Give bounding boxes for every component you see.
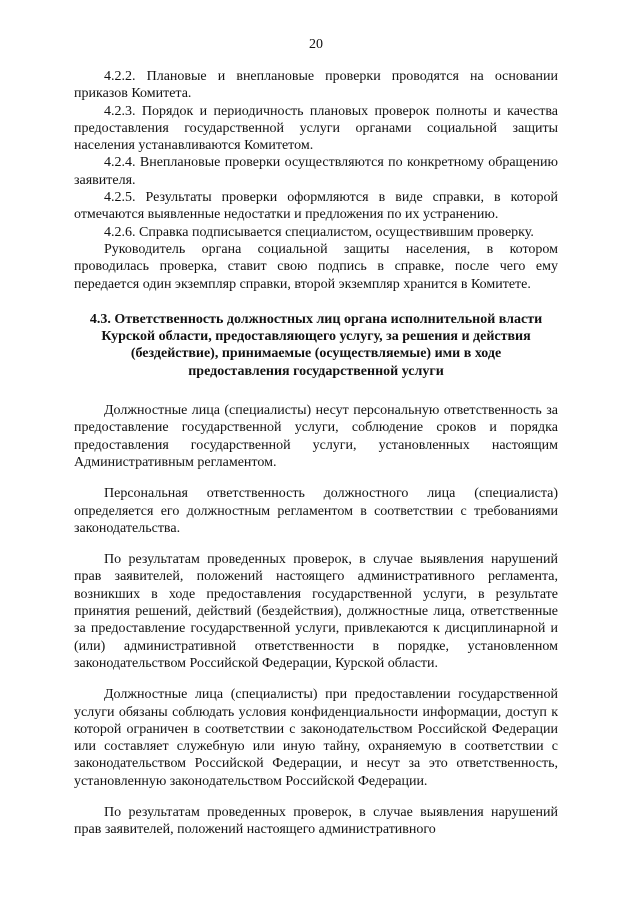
paragraph-4-3-5: По результатам проведенных проверок, в случае выявления нарушений прав заявителей, положений настоящего административного <box>74 804 558 838</box>
paragraph-4-2-3: 4.2.3. Порядок и периодичность плановых проверок полноты и качества предоставления государственной услуги органами социальной защиты населения устанавливаются Комитетом. <box>74 103 558 154</box>
paragraph-4-2-6-continuation: Руководитель органа социальной защиты населения, в котором проводилась проверка, ставит свою подпись в справке, после чего ему передается один экземпляр справки, второй экземпляр хранится в Комитете. <box>74 241 558 292</box>
page-number: 20 <box>309 37 323 52</box>
paragraph-4-3-4: Должностные лица (специалисты) при предоставлении государственной услуги обязаны соблюдать условия конфиденциальности информации, доступ к которой ограничен в соответствии с законодательством Российской Федерации или составляет служебную или иную тайну, охраняемую в соответствии с законодательством Российской Федерации, и несут за это ответственность, установленную законодательством Российской Федерации. <box>74 687 558 789</box>
paragraph-4-3-1: Должностные лица (специалисты) несут персональную ответственность за предоставление государственной услуги, соблюдение сроков и порядка предоставления государственной услуги, установленных настоящим Административным регламентом. <box>74 403 558 470</box>
paragraph-4-3-2: Персональная ответственность должностного лица (специалиста) определяется его должностным регламентом в соответствии с требованиями законодательства. <box>74 486 558 536</box>
section-heading-4-3: 4.3. Ответственность должностных лиц органа исполнительной власти Курской области, предоставляющего услугу, за решения и действия (бездействие), принимаемые (осуществляемые) ими в ходе предоставления государственной услуги <box>89 311 543 379</box>
paragraph-4-2-5: 4.2.5. Результаты проверки оформляются в виде справки, в которой отмечаются выявленные недостатки и предложения по их устранению. <box>74 190 558 223</box>
paragraph-4-2-6: 4.2.6. Справка подписывается специалистом, осуществившим проверку. <box>104 224 534 240</box>
paragraph-4-2-2: 4.2.2. Плановые и внеплановые проверки проводятся на основании приказов Комитета. <box>74 69 558 102</box>
paragraph-4-3-3: По результатам проведенных проверок, в случае выявления нарушений прав заявителей, положений настоящего административного регламента, возникших в ходе предоставления государственной услуги, в результате принятия решений, действий (бездействия), должностные лица, ответственные за предоставление государственной услуги, привлекаются к дисциплинарной и (или) административной ответственности в порядке, установленном законодательством Российской Федерации, Курской области. <box>74 552 558 671</box>
paragraph-4-2-4: 4.2.4. Внеплановые проверки осуществляются по конкретному обращению заявителя. <box>74 155 558 188</box>
